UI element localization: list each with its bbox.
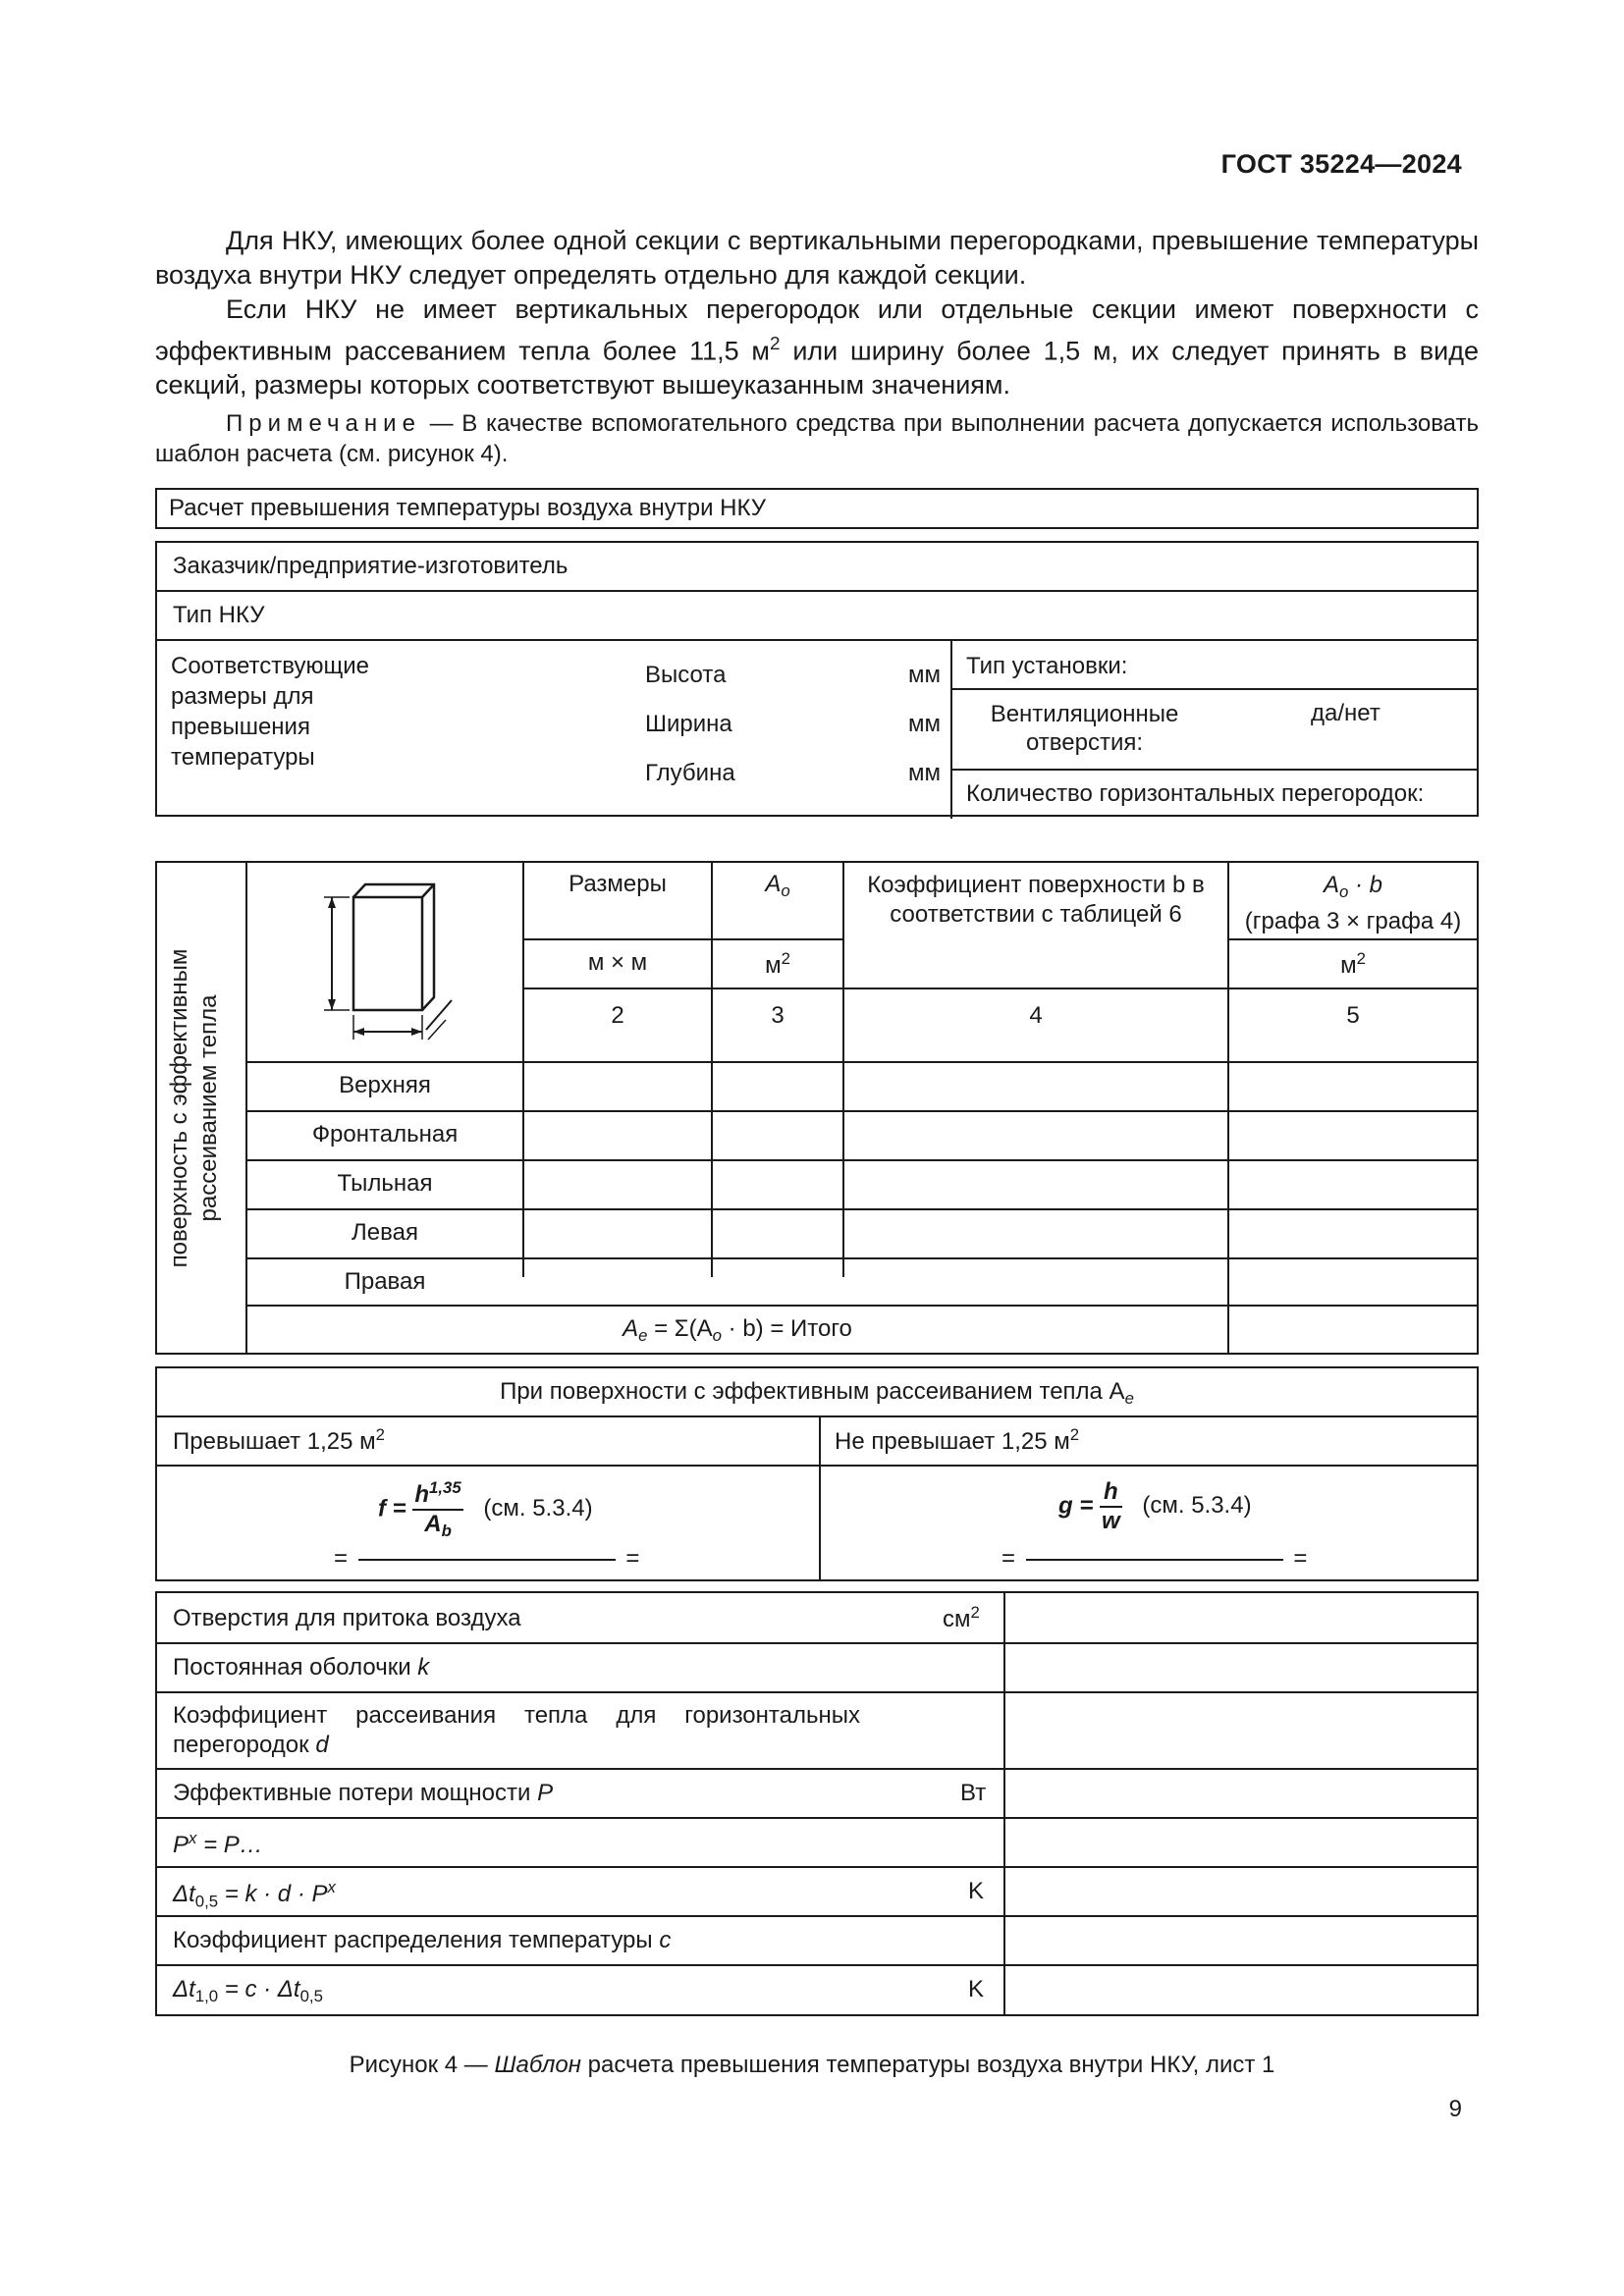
note-text: — В качестве вспомогательного средства при выполнении расчета допускается использовать шаблон расчета (см. рисунок 4). [155, 410, 1479, 467]
param-heat-dissipation-var: d [315, 1732, 329, 1758]
formula-f-fraction [412, 1478, 462, 1541]
dim-height-unit: мм [908, 662, 941, 688]
note-label: Примечание [226, 410, 421, 437]
form-title-text: Расчет превышения температуры воздуха внутри НКУ [169, 495, 766, 521]
dim-height: Высота [645, 662, 727, 688]
left-result-line [334, 1545, 639, 1573]
col-product-sub: o [1338, 882, 1349, 902]
paragraph-2-text-a: Если НКУ не имеет вертикальных перегородок или отдельные секции имеют поверхности с эффективным рассеванием тепла более 11,5 м [155, 294, 1479, 366]
form-header-block [155, 541, 1479, 817]
param-air-inlet-unit-text: см [943, 1606, 971, 1633]
vent-label: Вентиляционные отверстия: [990, 701, 1179, 756]
not-exceeds-text: Не превышает 1,25 м [835, 1428, 1070, 1456]
formula-g-fraction [1100, 1478, 1122, 1535]
col-ao [711, 871, 844, 901]
left-eq-2: = [625, 1545, 640, 1572]
caption-prefix: Рисунок 4 — [349, 2052, 495, 2078]
row-left: Левая [352, 1219, 418, 1246]
param-dt05-dt: Δt [173, 1881, 195, 1908]
param-distribution-var: c [659, 1927, 672, 1953]
total-ao-sub: o [712, 1326, 722, 1346]
col-product-rest: · b [1348, 872, 1383, 898]
col-number-4: 4 [1029, 1002, 1043, 1029]
row-top: Верхняя [339, 1072, 431, 1098]
param-px-p: P [173, 1832, 189, 1859]
formula-f-h: h [414, 1481, 430, 1509]
paragraph-2 [155, 293, 1479, 402]
param-dt05-unit: K [968, 1878, 985, 1904]
col-sizes: Размеры [568, 871, 667, 897]
horizontal-partitions-label: Количество горизонтальных перегородок: [966, 780, 1425, 807]
dims-label: Соответствующие размеры для превышения температуры [171, 653, 369, 771]
vent-value: да/нет [1311, 700, 1380, 726]
param-power-loss [173, 1780, 553, 1807]
unit-sizes: м × м [587, 949, 648, 976]
dim-depth-unit: мм [908, 760, 941, 786]
figure-caption [0, 2052, 1624, 2079]
customer-label: Заказчик/предприятие-изготовитель [173, 553, 568, 579]
unit-ao-sq: 2 [781, 949, 790, 968]
total-end: · b) = Итого [721, 1315, 852, 1342]
document-id: ГОСТ 35224—2024 [1220, 149, 1462, 179]
right-eq-1: = [1001, 1545, 1016, 1572]
param-enclosure-constant [173, 1654, 429, 1682]
total-row [245, 1315, 1229, 1346]
total-ae-sub: e [638, 1326, 648, 1346]
dims-units [901, 651, 941, 798]
param-px [173, 1829, 263, 1859]
row-front: Фронтальная [311, 1121, 459, 1148]
param-px-sup: x [189, 1829, 197, 1847]
right-result-line [1001, 1545, 1307, 1573]
param-enclosure-constant-text: Постоянная оболочки [173, 1654, 418, 1681]
param-dt05-sub: 0,5 [194, 1892, 219, 1911]
formula-f-a: A [424, 1511, 442, 1538]
param-heat-dissipation [173, 1701, 860, 1760]
formula-g-ref: (см. 5.3.4) [1142, 1492, 1252, 1520]
condition-title-sub: e [1124, 1389, 1134, 1409]
param-power-loss-text: Эффективные потери мощности [173, 1780, 538, 1806]
col-number-3: 3 [771, 1002, 785, 1029]
param-enclosure-constant-var: k [417, 1654, 430, 1681]
param-dt05 [173, 1878, 336, 1911]
parameters-table [155, 1591, 1479, 2016]
caption-italic: Шаблон [494, 2052, 581, 2078]
param-dt05-sup: x [327, 1878, 336, 1896]
param-dt10-sub: 1,0 [194, 1987, 219, 2006]
not-exceeds-sup: 2 [1069, 1425, 1080, 1444]
formula-f-den [412, 1511, 462, 1541]
col-ao-letter: A [765, 871, 782, 897]
col-number-5: 5 [1346, 1002, 1360, 1029]
unit-ao [711, 949, 844, 980]
formula-f [378, 1478, 593, 1541]
dim-width-unit: мм [908, 711, 941, 737]
enclosure-diagram-icon [295, 873, 471, 1049]
param-power-loss-var: P [537, 1780, 554, 1806]
param-power-loss-unit: Вт [960, 1780, 987, 1806]
right-eq-2: = [1293, 1545, 1308, 1572]
dim-width: Ширина [645, 711, 732, 737]
paragraph-1-text: Для НКУ, имеющих более одной секции с вертикальными перегородками, превышение температуры воздуха внутри НКУ следует определять отдельно для каждой секции. [155, 226, 1479, 290]
form-title [155, 488, 1479, 529]
formula-g-num: h [1100, 1478, 1122, 1508]
condition-title [157, 1378, 1477, 1409]
unit-product-m: м [1340, 952, 1357, 980]
condition-table [155, 1366, 1479, 1581]
col-product-a: A [1323, 872, 1339, 898]
paragraph-1 [155, 224, 1479, 293]
dim-depth: Глубина [645, 760, 735, 786]
type-label: Тип НКУ [173, 602, 265, 628]
col-product-note: (графа 3 × графа 4) [1244, 908, 1462, 935]
param-dt10-dt: Δt [173, 1976, 195, 2002]
param-px-rest: = P… [196, 1832, 263, 1859]
col-number-2: 2 [611, 1002, 624, 1029]
col-ao-sub: o [781, 881, 790, 901]
install-type-label: Тип установки: [966, 653, 1128, 679]
param-air-inlet: Отверстия для притока воздуха [173, 1605, 521, 1631]
param-heat-dissipation-text: Коэффициент рассеивания тепла для горизонтальных перегородок [173, 1702, 860, 1758]
formula-f-num [412, 1478, 462, 1511]
param-distribution-text: Коэффициент распределения температуры [173, 1927, 660, 1953]
param-dt05-rest: = k · d · P [218, 1881, 328, 1908]
unit-ao-m: м [765, 952, 782, 980]
paragraph-2-text-b: или ширину более 1,5 м, их следует принять в виде секций, размеры которых соответствуют вышеуказанным значениям. [155, 336, 1479, 400]
page-number: 9 [1448, 2096, 1462, 2122]
col-coefficient: Коэффициент поверхности b в соответствии с таблицей 6 [867, 872, 1205, 928]
note [155, 408, 1479, 469]
param-dt10-rest: = c · Δt [218, 1976, 300, 2002]
paragraph-2-sup: 2 [770, 334, 781, 354]
formula-f-b: b [441, 1522, 452, 1541]
formula-f-ref: (см. 5.3.4) [483, 1495, 593, 1522]
row-back: Тыльная [337, 1170, 433, 1197]
formula-f-exp: 1,35 [429, 1478, 461, 1497]
row-right: Правая [344, 1268, 426, 1295]
condition-title-text: При поверхности с эффективным рассеиванием тепла A [500, 1378, 1125, 1405]
col-product [1227, 871, 1479, 936]
param-dt10 [173, 1976, 323, 2006]
surface-table [155, 861, 1479, 1355]
formula-f-lhs: f = [378, 1495, 406, 1522]
side-label: поверхность с эффективным рассеиванием тепла [166, 948, 222, 1268]
col-product-formula [1227, 871, 1479, 907]
formula-g [1058, 1478, 1252, 1535]
unit-product-sq: 2 [1356, 949, 1366, 968]
formula-g-lhs: g = [1058, 1492, 1094, 1520]
param-dt10-sub2: 0,5 [299, 1987, 323, 2006]
total-ae: A [623, 1315, 639, 1342]
param-air-inlet-unit-sup: 2 [970, 1603, 980, 1622]
caption-rest: расчета превышения температуры воздуха внутри НКУ, лист 1 [580, 2052, 1275, 2078]
formula-g-den: w [1102, 1508, 1120, 1534]
unit-product [1227, 949, 1479, 980]
not-exceeds-label [835, 1425, 1079, 1456]
exceeds-label [173, 1425, 385, 1456]
dims-list [645, 651, 763, 798]
total-mid: = Σ(A [647, 1315, 713, 1342]
left-eq-1: = [334, 1545, 349, 1572]
exceeds-sup: 2 [375, 1425, 385, 1444]
param-air-inlet-unit [943, 1603, 980, 1633]
exceeds-text: Превышает 1,25 м [173, 1428, 376, 1456]
param-distribution [173, 1927, 671, 1954]
param-dt10-unit: K [968, 1976, 985, 2002]
